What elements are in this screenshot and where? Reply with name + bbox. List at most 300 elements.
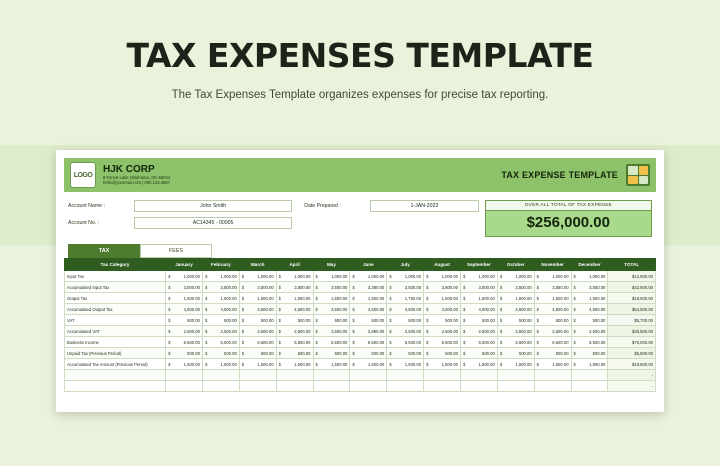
currency-symbol: $ [204, 317, 208, 323]
currency-symbol: $ [536, 284, 540, 290]
cell-amount[interactable]: $ 6,500.00 [424, 337, 461, 348]
cell-amount[interactable] [387, 381, 424, 392]
currency-symbol: $ [204, 273, 208, 279]
currency-symbol: $ [389, 295, 392, 301]
cell-amount[interactable]: $ 3,500.00 [571, 282, 608, 293]
cell-amount[interactable]: $ 2,500.00 [571, 326, 608, 337]
cell-amount[interactable]: $ 500.00 [460, 315, 497, 326]
cell-amount[interactable]: $ 6,500.00 [239, 337, 276, 348]
currency-symbol: $ [241, 328, 245, 334]
currency-symbol: $ [499, 361, 503, 367]
account-name-label: Account Name : [68, 203, 105, 209]
cell-amount[interactable]: $ 3,500.00 [497, 282, 534, 293]
currency-symbol: $ [168, 339, 171, 345]
cell-amount[interactable]: $ 500.00 [571, 315, 608, 326]
currency-symbol: $ [315, 339, 318, 345]
cell-amount[interactable]: $ 4,500.00 [239, 304, 276, 315]
company-address: 8 Forest Lake Oklahoma, OK 68234 [103, 174, 171, 180]
currency-symbol: $ [462, 350, 466, 356]
document-title: TAX EXPENSE TEMPLATE [501, 170, 618, 180]
cell-category[interactable]: Accumulated Input Tax [65, 282, 166, 293]
cell-amount[interactable]: $ 500.00 [313, 348, 350, 359]
cell-amount[interactable]: $ 1,000.00 [571, 271, 608, 282]
currency-symbol: $ [241, 350, 245, 356]
currency-symbol: $ [632, 361, 635, 367]
cell-amount[interactable]: $ 1,500.00 [460, 293, 497, 304]
col-header-total: TOTAL [608, 259, 656, 271]
col-header-august: August [424, 259, 461, 271]
cell-row-total: - [608, 370, 656, 381]
cell-amount[interactable]: $ 1,000.00 [424, 271, 461, 282]
cell-amount[interactable]: $ 1,500.00 [166, 293, 203, 304]
currency-symbol: $ [278, 339, 281, 345]
cell-amount[interactable] [497, 381, 534, 392]
date-prepared-input[interactable]: 1-JAN-2023 [370, 200, 478, 212]
cell-amount[interactable]: $ 4,500.00 [276, 304, 313, 315]
currency-symbol: $ [241, 295, 245, 301]
cell-amount[interactable]: $ 1,500.00 [534, 359, 571, 370]
cell-amount[interactable]: $ 6,500.00 [387, 337, 424, 348]
currency-symbol: $ [389, 317, 392, 323]
cell-amount[interactable]: $ 2,500.00 [387, 326, 424, 337]
cell-amount[interactable]: $ 1,500.00 [239, 293, 276, 304]
cell-row-total: $5,700.00 [608, 315, 656, 326]
currency-symbol: $ [204, 295, 208, 301]
cell-amount[interactable]: $ 500.00 [313, 315, 350, 326]
table-row [65, 282, 656, 293]
currency-symbol: $ [573, 295, 576, 301]
currency-symbol: $ [536, 295, 540, 301]
cell-amount[interactable]: $ 1,500.00 [276, 293, 313, 304]
cell-amount[interactable]: $ 1,800.00 [571, 359, 608, 370]
cell-amount[interactable]: $ 1,500.00 [497, 359, 534, 370]
cell-amount[interactable]: $ 1,000.00 [460, 271, 497, 282]
currency-symbol: $ [278, 306, 281, 312]
cell-amount[interactable]: $ 4,500.00 [497, 304, 534, 315]
cell-row-total: $5,600.00 [608, 348, 656, 359]
currency-symbol: $ [426, 273, 429, 279]
currency-symbol: $ [536, 328, 540, 334]
cell-amount[interactable] [276, 370, 313, 381]
currency-symbol: $ [315, 284, 318, 290]
currency-symbol: $ [499, 306, 503, 312]
cell-amount[interactable]: $ 500.00 [497, 348, 534, 359]
cell-amount[interactable]: $ 3,500.00 [166, 282, 203, 293]
calculator-icon [626, 164, 650, 186]
cell-amount[interactable]: $ 2,500.00 [239, 326, 276, 337]
currency-symbol: $ [632, 339, 635, 345]
cell-amount[interactable]: $ 6,500.00 [534, 337, 571, 348]
currency-symbol: $ [632, 328, 635, 334]
currency-symbol: $ [204, 339, 208, 345]
brand-bar [64, 158, 656, 192]
overall-total-label: OVER ALL TOTAL OF TAX EXPENSE [486, 201, 651, 211]
cell-amount[interactable]: $ 3,800.00 [276, 282, 313, 293]
cell-row-total: $18,600.00 [608, 359, 656, 370]
cell-amount[interactable]: $ 500.00 [166, 315, 203, 326]
currency-symbol: $ [204, 350, 208, 356]
currency-symbol: $ [573, 273, 576, 279]
cell-amount[interactable]: $ 3,380.00 [350, 282, 387, 293]
cell-amount[interactable]: $ 500.00 [424, 315, 461, 326]
cell-amount[interactable] [534, 370, 571, 381]
company-contact: hello@yourmail.com | 000.123.4567 [103, 179, 171, 185]
cell-row-total: $18,500.00 [608, 293, 656, 304]
currency-symbol: $ [389, 328, 392, 334]
cell-amount[interactable]: $ 2,500.00 [166, 326, 203, 337]
cell-amount[interactable]: $ 500.00 [534, 315, 571, 326]
cell-amount[interactable] [460, 381, 497, 392]
currency-symbol: $ [241, 306, 245, 312]
table-row [65, 293, 656, 304]
cell-amount[interactable]: $ 500.00 [534, 348, 571, 359]
cell-amount[interactable]: $ 1,000.00 [534, 271, 571, 282]
currency-symbol: $ [389, 339, 392, 345]
currency-symbol: $ [278, 317, 281, 323]
currency-symbol: $ [168, 284, 171, 290]
currency-symbol: $ [632, 306, 635, 312]
cell-amount[interactable]: $ 1,500.00 [424, 293, 461, 304]
cell-amount[interactable]: $ 1,000.00 [276, 271, 313, 282]
cell-amount[interactable]: $ 500.00 [571, 348, 608, 359]
tab-tax[interactable]: TAX [68, 244, 140, 258]
table-body [65, 271, 656, 392]
company-name: HJK CORP [103, 164, 155, 176]
cell-amount[interactable]: $ 1,750.00 [387, 293, 424, 304]
cell-amount[interactable]: $ 1,500.00 [202, 359, 239, 370]
cell-amount[interactable]: $ 1,500.00 [424, 359, 461, 370]
date-prepared-label: Date Prepared : [304, 203, 341, 209]
currency-symbol: $ [352, 339, 355, 345]
cell-amount[interactable] [534, 381, 571, 392]
currency-symbol: $ [241, 273, 245, 279]
cell-amount[interactable]: $ 1,500.00 [239, 359, 276, 370]
cell-amount[interactable]: $ 1,000.00 [387, 271, 424, 282]
currency-symbol: $ [315, 273, 318, 279]
cell-amount[interactable] [424, 370, 461, 381]
currency-symbol: $ [241, 284, 245, 290]
currency-symbol: $ [241, 339, 245, 345]
cell-amount[interactable]: $ 1,000.00 [239, 271, 276, 282]
currency-symbol: $ [499, 295, 503, 301]
currency-symbol: $ [315, 361, 318, 367]
account-name-input[interactable]: John Smith [134, 200, 292, 212]
overall-total-box [485, 200, 652, 237]
cell-amount[interactable]: $ 6,500.00 [166, 337, 203, 348]
cell-amount[interactable] [460, 370, 497, 381]
col-header-april: April [276, 259, 313, 271]
cell-amount[interactable]: $ 1,500.00 [534, 293, 571, 304]
cell-category[interactable]: Accumulated Output Tax [65, 304, 166, 315]
cell-category[interactable] [65, 381, 166, 392]
cell-amount[interactable]: $ 1,500.00 [313, 293, 350, 304]
currency-symbol: $ [426, 350, 429, 356]
cell-amount[interactable]: $ 1,000.00 [166, 271, 203, 282]
cell-amount[interactable]: $ 3,500.00 [460, 282, 497, 293]
cell-amount[interactable]: $ 6,500.00 [276, 337, 313, 348]
spreadsheet-sheet [56, 150, 664, 412]
cell-amount[interactable]: $ 3,500.00 [387, 282, 424, 293]
col-header-february: February [202, 259, 239, 271]
cell-amount[interactable]: $ 4,500.00 [534, 304, 571, 315]
currency-symbol: $ [389, 273, 392, 279]
currency-symbol: $ [352, 361, 355, 367]
cell-amount[interactable]: $ 3,580.00 [534, 282, 571, 293]
cell-category[interactable]: VAT [65, 315, 166, 326]
currency-symbol: $ [536, 273, 540, 279]
cell-amount[interactable]: $ 500.00 [350, 348, 387, 359]
currency-symbol: $ [499, 284, 503, 290]
cell-amount[interactable]: $ 1,000.00 [350, 271, 387, 282]
cell-amount[interactable]: $ 6,500.00 [460, 337, 497, 348]
currency-symbol: $ [352, 317, 355, 323]
currency-symbol: $ [204, 328, 208, 334]
currency-symbol: $ [573, 361, 576, 367]
currency-symbol: $ [462, 361, 466, 367]
cell-category[interactable]: Output Tax [65, 293, 166, 304]
currency-symbol: $ [278, 273, 281, 279]
currency-symbol: $ [573, 328, 576, 334]
table-header-row [65, 259, 656, 271]
cell-amount[interactable] [350, 370, 387, 381]
table-row [65, 326, 656, 337]
currency-symbol: $ [536, 306, 540, 312]
cell-amount[interactable]: $ 500.00 [350, 315, 387, 326]
cell-amount[interactable]: $ 6,500.00 [202, 337, 239, 348]
currency-symbol: $ [168, 361, 171, 367]
currency-symbol: $ [536, 339, 540, 345]
cell-amount[interactable]: $ 2,500.00 [202, 326, 239, 337]
table-row [65, 370, 656, 381]
currency-symbol: $ [536, 350, 540, 356]
currency-symbol: $ [315, 306, 318, 312]
cell-amount[interactable]: $ 1,500.00 [350, 359, 387, 370]
cell-amount[interactable]: $ 1,500.00 [460, 359, 497, 370]
currency-symbol: $ [315, 317, 318, 323]
table-row [65, 304, 656, 315]
currency-symbol: $ [462, 317, 466, 323]
cell-amount[interactable]: $ 1,500.00 [350, 293, 387, 304]
cell-amount[interactable]: $ 2,500.00 [313, 326, 350, 337]
currency-symbol: $ [168, 350, 171, 356]
currency-symbol: $ [426, 295, 429, 301]
date-fields [304, 200, 478, 217]
currency-symbol: $ [632, 284, 635, 290]
currency-symbol: $ [573, 339, 576, 345]
currency-symbol: $ [499, 328, 503, 334]
cell-amount[interactable]: $ 500.00 [166, 348, 203, 359]
info-row [64, 200, 656, 237]
cell-amount[interactable] [313, 381, 350, 392]
col-header-march: March [239, 259, 276, 271]
col-header-september: September [460, 259, 497, 271]
cell-category[interactable]: Accumulated Tax Amount (Previous Period) [65, 359, 166, 370]
company-logo-icon [70, 162, 96, 188]
cell-amount[interactable]: $ 2,500.00 [276, 326, 313, 337]
currency-symbol: $ [499, 317, 503, 323]
currency-symbol: $ [278, 328, 281, 334]
cell-amount[interactable]: $ 3,500.00 [239, 282, 276, 293]
cell-amount[interactable]: $ 2,500.00 [534, 326, 571, 337]
cell-amount[interactable]: $ 4,500.00 [387, 304, 424, 315]
cell-amount[interactable]: $ 500.00 [387, 348, 424, 359]
currency-symbol: $ [241, 317, 245, 323]
cell-amount[interactable]: $ 500.00 [424, 348, 461, 359]
cell-amount[interactable] [202, 370, 239, 381]
cell-category[interactable]: Accumulated VAT [65, 326, 166, 337]
currency-symbol: $ [499, 350, 503, 356]
cell-amount[interactable] [202, 381, 239, 392]
currency-symbol: $ [462, 306, 466, 312]
currency-symbol: $ [352, 295, 355, 301]
account-number-label: Account No. : [68, 220, 100, 226]
cell-row-total: $54,500.00 [608, 304, 656, 315]
cell-category[interactable]: Input Tax [65, 271, 166, 282]
cell-amount[interactable] [571, 381, 608, 392]
cell-amount[interactable]: $ 1,000.00 [497, 271, 534, 282]
currency-symbol: $ [573, 284, 576, 290]
currency-symbol: $ [389, 284, 392, 290]
currency-symbol: $ [426, 284, 429, 290]
currency-symbol: $ [204, 361, 208, 367]
currency-symbol: $ [278, 350, 281, 356]
currency-symbol: $ [536, 317, 540, 323]
cell-amount[interactable]: $ 1,500.00 [313, 359, 350, 370]
currency-symbol: $ [315, 295, 318, 301]
cell-amount[interactable]: $ 3,500.00 [313, 282, 350, 293]
cell-amount[interactable]: $ 1,500.00 [497, 293, 534, 304]
currency-symbol: $ [352, 350, 355, 356]
cell-amount[interactable]: $ 1,500.00 [276, 359, 313, 370]
currency-symbol: $ [462, 284, 466, 290]
cell-amount[interactable]: $ 500.00 [276, 348, 313, 359]
currency-symbol: $ [352, 306, 355, 312]
cell-amount[interactable]: $ 6,500.00 [497, 337, 534, 348]
cell-amount[interactable]: $ 500.00 [460, 348, 497, 359]
cell-amount[interactable] [571, 370, 608, 381]
overall-total-value: $256,000.00 [486, 211, 651, 236]
currency-symbol: $ [634, 350, 637, 356]
cell-category[interactable]: Business Income [65, 337, 166, 348]
cell-amount[interactable]: $ 1,500.00 [166, 359, 203, 370]
date-prepared-row [304, 200, 478, 212]
cell-amount[interactable] [276, 381, 313, 392]
cell-amount[interactable]: $ 4,500.00 [202, 304, 239, 315]
cell-amount[interactable]: $ 6,500.00 [350, 337, 387, 348]
table-row [65, 315, 656, 326]
cell-amount[interactable]: $ 3,800.00 [424, 282, 461, 293]
currency-symbol: $ [278, 295, 281, 301]
currency-symbol: $ [462, 328, 466, 334]
currency-symbol: $ [389, 361, 392, 367]
col-header-category: Tax Category [65, 259, 166, 271]
cell-amount[interactable] [350, 381, 387, 392]
cell-category[interactable]: Unpaid Tax (Previous Period) [65, 348, 166, 359]
cell-amount[interactable]: $ 1,500.00 [387, 359, 424, 370]
table-row [65, 381, 656, 392]
currency-symbol: $ [573, 350, 576, 356]
account-name-row [68, 200, 292, 212]
cell-amount[interactable] [424, 381, 461, 392]
currency-symbol: $ [499, 339, 503, 345]
currency-symbol: $ [462, 295, 466, 301]
page-header [0, 0, 720, 104]
account-number-row [68, 217, 292, 229]
cell-amount[interactable]: $ 4,500.00 [313, 304, 350, 315]
col-header-january: January [166, 259, 203, 271]
cell-amount[interactable] [497, 370, 534, 381]
cell-amount[interactable]: $ 500.00 [239, 315, 276, 326]
currency-symbol: $ [352, 273, 355, 279]
cell-amount[interactable]: $ 4,500.00 [350, 304, 387, 315]
currency-symbol: $ [315, 350, 318, 356]
currency-symbol: $ [426, 361, 429, 367]
cell-amount[interactable] [239, 370, 276, 381]
tab-fees[interactable]: FEES [140, 244, 212, 258]
currency-symbol: $ [168, 317, 171, 323]
cell-row-total: $12,500.00 [608, 271, 656, 282]
cell-amount[interactable] [166, 381, 203, 392]
cell-amount[interactable]: $ 3,800.00 [202, 282, 239, 293]
cell-amount[interactable]: $ 4,500.00 [460, 304, 497, 315]
cell-amount[interactable]: $ 1,500.00 [571, 293, 608, 304]
cell-amount[interactable] [313, 370, 350, 381]
table-row [65, 359, 656, 370]
cell-amount[interactable]: $ 6,500.00 [571, 337, 608, 348]
tax-table [64, 258, 656, 392]
cell-amount[interactable]: $ 2,500.00 [497, 326, 534, 337]
col-header-december: December [571, 259, 608, 271]
cell-amount[interactable]: $ 500.00 [497, 315, 534, 326]
page-subtitle: The Tax Expenses Template organizes expenses for precise tax reporting. [171, 89, 549, 101]
currency-symbol: $ [462, 273, 466, 279]
cell-amount[interactable]: $ 4,500.00 [166, 304, 203, 315]
currency-symbol: $ [462, 339, 466, 345]
col-header-july: July [387, 259, 424, 271]
cell-amount[interactable]: $ 2,500.00 [460, 326, 497, 337]
cell-amount[interactable]: $ 500.00 [387, 315, 424, 326]
cell-amount[interactable] [239, 381, 276, 392]
cell-amount[interactable]: $ 4,500.00 [571, 304, 608, 315]
cell-category[interactable] [65, 370, 166, 381]
currency-symbol: $ [241, 361, 245, 367]
cell-amount[interactable]: $ 500.00 [202, 315, 239, 326]
cell-amount[interactable] [387, 370, 424, 381]
currency-symbol: $ [168, 328, 171, 334]
currency-symbol: $ [499, 273, 503, 279]
currency-symbol: $ [168, 273, 171, 279]
cell-amount[interactable]: $ 1,500.00 [202, 293, 239, 304]
currency-symbol: $ [278, 284, 281, 290]
cell-amount[interactable]: $ 500.00 [239, 348, 276, 359]
currency-symbol: $ [426, 339, 429, 345]
currency-symbol: $ [573, 306, 576, 312]
cell-amount[interactable]: $ 2,500.00 [424, 326, 461, 337]
cell-amount[interactable]: $ 500.00 [276, 315, 313, 326]
cell-amount[interactable]: $ 1,000.00 [313, 271, 350, 282]
currency-symbol: $ [168, 295, 171, 301]
cell-amount[interactable]: $ 500.00 [202, 348, 239, 359]
table-row [65, 348, 656, 359]
cell-amount[interactable]: $ 2,880.00 [350, 326, 387, 337]
cell-amount[interactable]: $ 6,500.00 [313, 337, 350, 348]
currency-symbol: $ [632, 295, 635, 301]
currency-symbol: $ [278, 361, 281, 367]
cell-amount[interactable] [166, 370, 203, 381]
cell-amount[interactable]: $ 1,000.00 [202, 271, 239, 282]
cell-amount[interactable]: $ 4,500.00 [424, 304, 461, 315]
account-number-input[interactable]: AC14345 - 00005 [134, 217, 292, 229]
